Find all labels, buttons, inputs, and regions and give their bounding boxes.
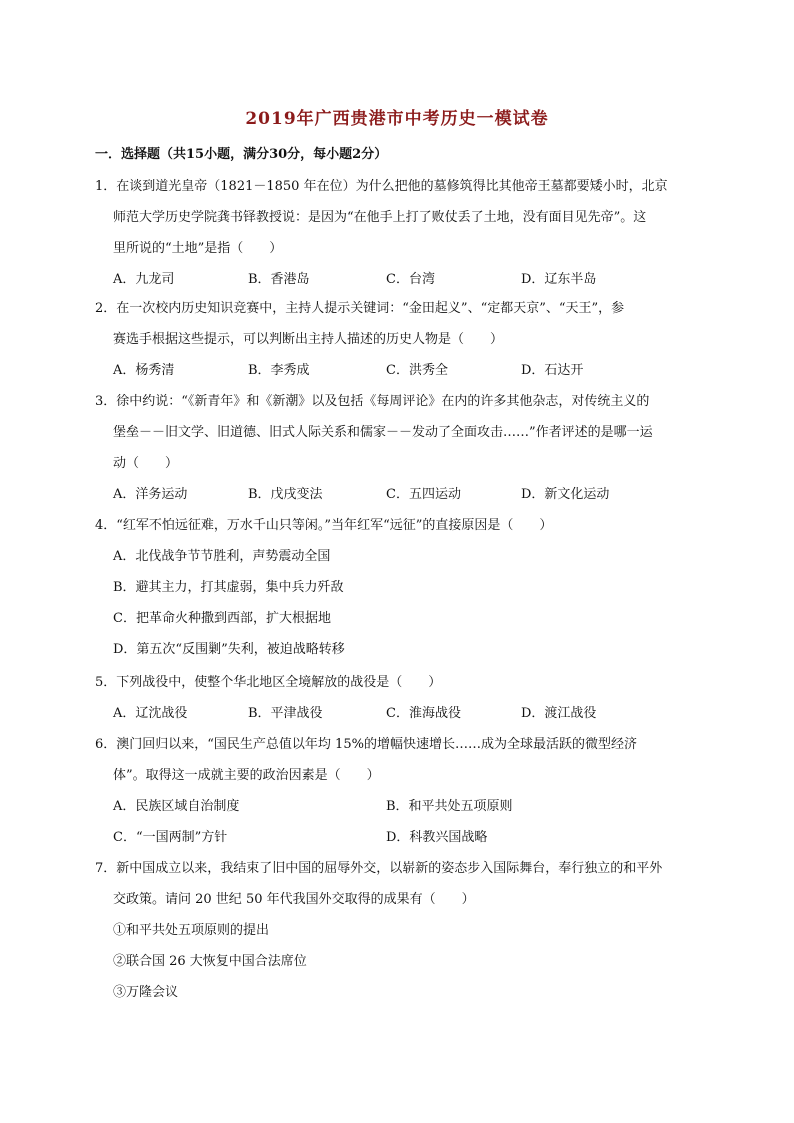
options-row	[95, 791, 705, 822]
question-1	[95, 171, 705, 295]
option-d: D．渡江战役	[521, 706, 597, 721]
question-3	[95, 386, 705, 510]
page-title: 2019年广西贵港市中考历史一模试卷	[245, 109, 549, 129]
option-b: B．避其主力，打其虚弱，集中兵力歼敌	[113, 580, 344, 595]
option-d: D．科教兴国战略	[386, 830, 488, 845]
option-c: C．台湾	[386, 272, 435, 287]
question-text-line: 2．在一次校内历史知识竞赛中，主持人提示关键词：“金田起义”、“定都天京”、“天王”，参	[95, 301, 625, 316]
list-item: ①和平共处五项原则的提出	[113, 923, 270, 938]
question-text-line: 5．下列战役中，使整个华北地区全境解放的战役是（ ）	[95, 675, 442, 690]
option-c: C．“一国两制”方针	[113, 830, 228, 845]
list-item: ②联合国 26 大恢复中国合法席位	[113, 954, 307, 969]
question-7	[95, 853, 705, 1008]
question-text-line: 交政策。请问 20 世纪 50 年代我国外交取得的成果有（ ）	[113, 892, 475, 907]
question-6	[95, 729, 705, 853]
question-text-line: 里所说的“土地”是指（ ）	[113, 241, 283, 256]
option-c: C．淮海战役	[386, 706, 461, 721]
question-text-line: 师范大学历史学院龚书铎教授说：是因为“在他手上打了败仗丢了土地，没有面目见先帝”。这	[113, 210, 647, 225]
question-text-line: 7．新中国成立以来，我结束了旧中国的屈辱外交，以崭新的姿态步入国际舞台，奉行独立的和平外	[95, 861, 663, 876]
options-row	[95, 698, 705, 729]
option-d: D．第五次“反围剿”失利，被迫战略转移	[113, 642, 345, 657]
question-text-line: 堡垒－－旧文学、旧道德、旧式人际关系和儒家－－发动了全面攻击……”作者评述的是哪一运	[113, 425, 653, 440]
question-5	[95, 667, 705, 729]
options-row	[95, 822, 705, 853]
option-d: D．新文化运动	[521, 487, 610, 502]
section-heading: 一．选择题（共15小题，满分30分，每小题2分）	[95, 147, 388, 162]
question-text-line: 赛选手根据这些提示，可以判断出主持人描述的历史人物是（ ）	[113, 332, 504, 347]
list-item: ③万隆会议	[113, 985, 179, 1000]
option-a: A．民族区域自治制度	[113, 799, 240, 814]
option-d: D．石达开	[521, 363, 584, 378]
question-text-line: 4．“红军不怕远征难，万水千山只等闲。”当年红军“远征”的直接原因是（ ）	[95, 518, 553, 533]
option-a: A．辽沈战役	[113, 706, 188, 721]
options-row	[95, 355, 705, 386]
option-b: B．李秀成	[248, 363, 310, 378]
question-text-line: 6．澳门回归以来，“国民生产总值以年均 15%的增幅快速增长……成为全球最活跃的微型经济	[95, 737, 637, 752]
option-c: C．把革命火种撒到西部，扩大根据地	[113, 611, 331, 626]
option-a: A．洋务运动	[113, 487, 188, 502]
option-c: C．五四运动	[386, 487, 461, 502]
option-d: D．辽东半岛	[521, 272, 597, 287]
option-a: A．杨秀清	[113, 363, 175, 378]
question-4	[95, 510, 705, 665]
question-2	[95, 293, 705, 386]
option-b: B．和平共处五项原则	[386, 799, 513, 814]
options-row	[95, 479, 705, 510]
option-b: B．平津战役	[248, 706, 323, 721]
question-text-line: 1．在谈到道光皇帝（1821－1850 年在位）为什么把他的墓修筑得比其他帝王墓都要矮小时，北京	[95, 179, 668, 194]
option-a: A．北伐战争节节胜利，声势震动全国	[113, 549, 331, 564]
option-b: B．戊戌变法	[248, 487, 323, 502]
option-b: B．香港岛	[248, 272, 310, 287]
question-text-line: 3．徐中约说：“《新青年》和《新潮》以及包括《每周评论》在内的许多其他杂志，对传统主义的	[95, 394, 650, 409]
options-row	[95, 264, 705, 295]
option-c: C．洪秀全	[386, 363, 448, 378]
option-a: A．九龙司	[113, 272, 175, 287]
question-text-line: 体”。取得这一成就主要的政治因素是（ ）	[113, 768, 380, 783]
question-text-line: 动（ ）	[113, 456, 179, 471]
